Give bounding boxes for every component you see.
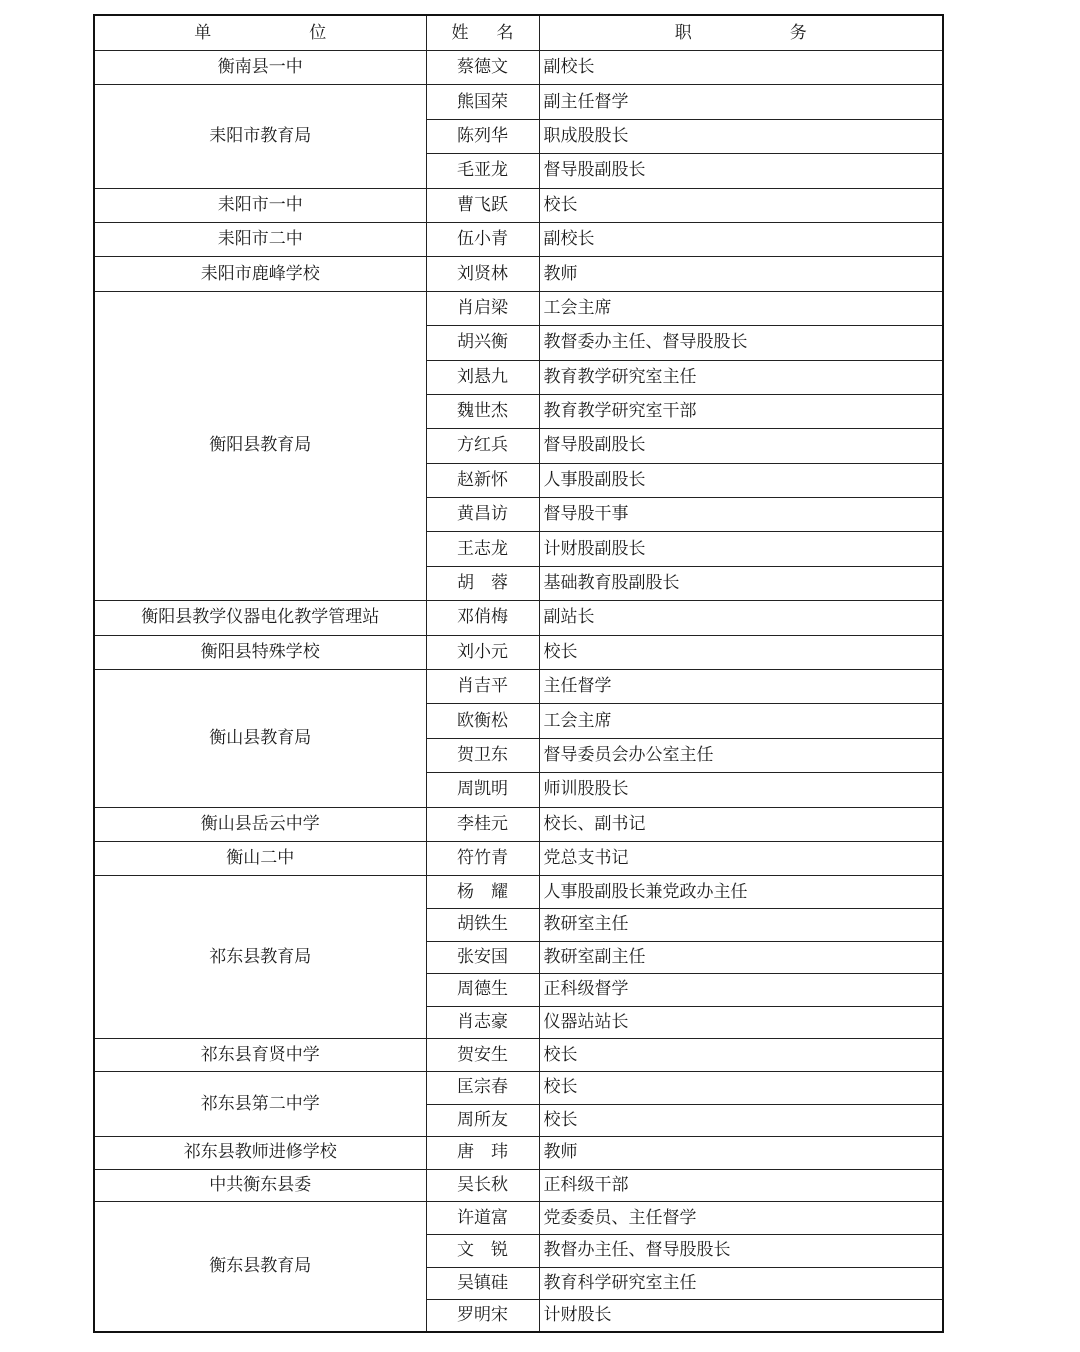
duty-cell: 督导委员会办公室主任 [539, 738, 943, 772]
duty-cell: 师训股股长 [539, 773, 943, 807]
duty-cell: 校长 [539, 1039, 943, 1072]
name-cell: 刘贤林 [426, 257, 539, 291]
duty-cell: 教育教学研究室干部 [539, 394, 943, 428]
duty-cell: 教研室主任 [539, 908, 943, 941]
name-cell: 胡兴衡 [426, 326, 539, 360]
unit-cell: 耒阳市鹿峰学校 [94, 257, 426, 291]
unit-cell: 祁东县教育局 [94, 876, 426, 1039]
name-cell: 熊国荣 [426, 85, 539, 119]
duty-cell: 校长 [539, 635, 943, 669]
name-cell: 周德生 [426, 974, 539, 1007]
table-body [94, 51, 943, 1333]
unit-cell: 衡阳县教学仪器电化教学管理站 [94, 601, 426, 635]
unit-cell: 耒阳市二中 [94, 222, 426, 256]
duty-cell: 教督委办主任、督导股股长 [539, 326, 943, 360]
unit-cell: 衡阳县特殊学校 [94, 635, 426, 669]
name-cell: 蔡德文 [426, 51, 539, 85]
duty-cell: 校长 [539, 188, 943, 222]
duty-cell: 计财股长 [539, 1300, 943, 1333]
duty-cell: 党总支书记 [539, 841, 943, 875]
header-name: 姓 名 [426, 15, 539, 51]
header-duty: 职 务 [539, 15, 943, 51]
table-row [94, 1039, 943, 1072]
table-row [94, 222, 943, 256]
name-cell: 吴长秋 [426, 1169, 539, 1202]
unit-cell: 衡南县一中 [94, 51, 426, 85]
table-row [94, 876, 943, 909]
name-cell: 肖志豪 [426, 1006, 539, 1039]
duty-cell: 计财股副股长 [539, 532, 943, 566]
duty-cell: 党委委员、主任督学 [539, 1202, 943, 1235]
unit-cell: 衡山县岳云中学 [94, 807, 426, 841]
duty-cell: 人事股副股长兼党政办主任 [539, 876, 943, 909]
name-cell: 罗明宋 [426, 1300, 539, 1333]
table-row [94, 601, 943, 635]
table-row [94, 291, 943, 325]
name-cell: 黄昌访 [426, 498, 539, 532]
header-unit: 单 位 [94, 15, 426, 51]
duty-cell: 教研室副主任 [539, 941, 943, 974]
name-cell: 李桂元 [426, 807, 539, 841]
duty-cell: 督导股干事 [539, 498, 943, 532]
name-cell: 肖启梁 [426, 291, 539, 325]
duty-cell: 教育科学研究室主任 [539, 1267, 943, 1300]
table-row [94, 85, 943, 119]
unit-cell: 耒阳市教育局 [94, 85, 426, 188]
name-cell: 邓俏梅 [426, 601, 539, 635]
name-cell: 刘悬九 [426, 360, 539, 394]
name-cell: 贺卫东 [426, 738, 539, 772]
name-cell: 刘小元 [426, 635, 539, 669]
duty-cell: 副站长 [539, 601, 943, 635]
name-cell: 欧衡松 [426, 704, 539, 738]
name-cell: 周凯明 [426, 773, 539, 807]
duty-cell: 教师 [539, 1137, 943, 1170]
duty-cell: 工会主席 [539, 704, 943, 738]
duty-cell: 正科级干部 [539, 1169, 943, 1202]
name-cell: 胡 蓉 [426, 566, 539, 600]
unit-cell: 衡阳县教育局 [94, 291, 426, 601]
duty-cell: 教师 [539, 257, 943, 291]
name-cell: 毛亚龙 [426, 154, 539, 188]
name-cell: 伍小青 [426, 222, 539, 256]
unit-cell: 祁东县育贤中学 [94, 1039, 426, 1072]
name-cell: 唐 玮 [426, 1137, 539, 1170]
duty-cell: 人事股副股长 [539, 463, 943, 497]
name-cell: 许道富 [426, 1202, 539, 1235]
name-cell: 张安国 [426, 941, 539, 974]
table-header-row [94, 15, 943, 51]
name-cell: 胡铁生 [426, 908, 539, 941]
unit-cell: 耒阳市一中 [94, 188, 426, 222]
unit-cell: 祁东县教师进修学校 [94, 1137, 426, 1170]
unit-cell: 衡东县教育局 [94, 1202, 426, 1332]
duty-cell: 校长 [539, 1071, 943, 1104]
name-cell: 魏世杰 [426, 394, 539, 428]
duty-cell: 校长、副书记 [539, 807, 943, 841]
table-row [94, 1202, 943, 1235]
table-row [94, 1137, 943, 1170]
unit-cell: 祁东县第二中学 [94, 1071, 426, 1136]
name-cell: 周所友 [426, 1104, 539, 1137]
duty-cell: 副主任督学 [539, 85, 943, 119]
unit-cell: 衡山县教育局 [94, 670, 426, 808]
name-cell: 贺安生 [426, 1039, 539, 1072]
duty-cell: 正科级督学 [539, 974, 943, 1007]
name-cell: 符竹青 [426, 841, 539, 875]
duty-cell: 督导股副股长 [539, 429, 943, 463]
duty-cell: 副校长 [539, 51, 943, 85]
table-row [94, 841, 943, 875]
name-cell: 肖吉平 [426, 670, 539, 704]
name-cell: 曹飞跃 [426, 188, 539, 222]
unit-cell: 中共衡东县委 [94, 1169, 426, 1202]
name-cell: 陈列华 [426, 119, 539, 153]
table-row [94, 1169, 943, 1202]
duty-cell: 工会主席 [539, 291, 943, 325]
unit-cell: 衡山二中 [94, 841, 426, 875]
table-row [94, 188, 943, 222]
name-cell: 吴镇硅 [426, 1267, 539, 1300]
personnel-table [93, 14, 944, 1333]
duty-cell: 仪器站站长 [539, 1006, 943, 1039]
table-row [94, 51, 943, 85]
duty-cell: 督导股副股长 [539, 154, 943, 188]
name-cell: 赵新怀 [426, 463, 539, 497]
duty-cell: 主任督学 [539, 670, 943, 704]
name-cell: 杨 耀 [426, 876, 539, 909]
duty-cell: 职成股股长 [539, 119, 943, 153]
duty-cell: 校长 [539, 1104, 943, 1137]
table-row [94, 635, 943, 669]
duty-cell: 副校长 [539, 222, 943, 256]
duty-cell: 基础教育股副股长 [539, 566, 943, 600]
name-cell: 王志龙 [426, 532, 539, 566]
name-cell: 匡宗春 [426, 1071, 539, 1104]
table-row [94, 257, 943, 291]
table-row [94, 670, 943, 704]
table-row [94, 1071, 943, 1104]
duty-cell: 教督办主任、督导股股长 [539, 1234, 943, 1267]
duty-cell: 教育教学研究室主任 [539, 360, 943, 394]
name-cell: 文 锐 [426, 1234, 539, 1267]
name-cell: 方红兵 [426, 429, 539, 463]
table-row [94, 807, 943, 841]
